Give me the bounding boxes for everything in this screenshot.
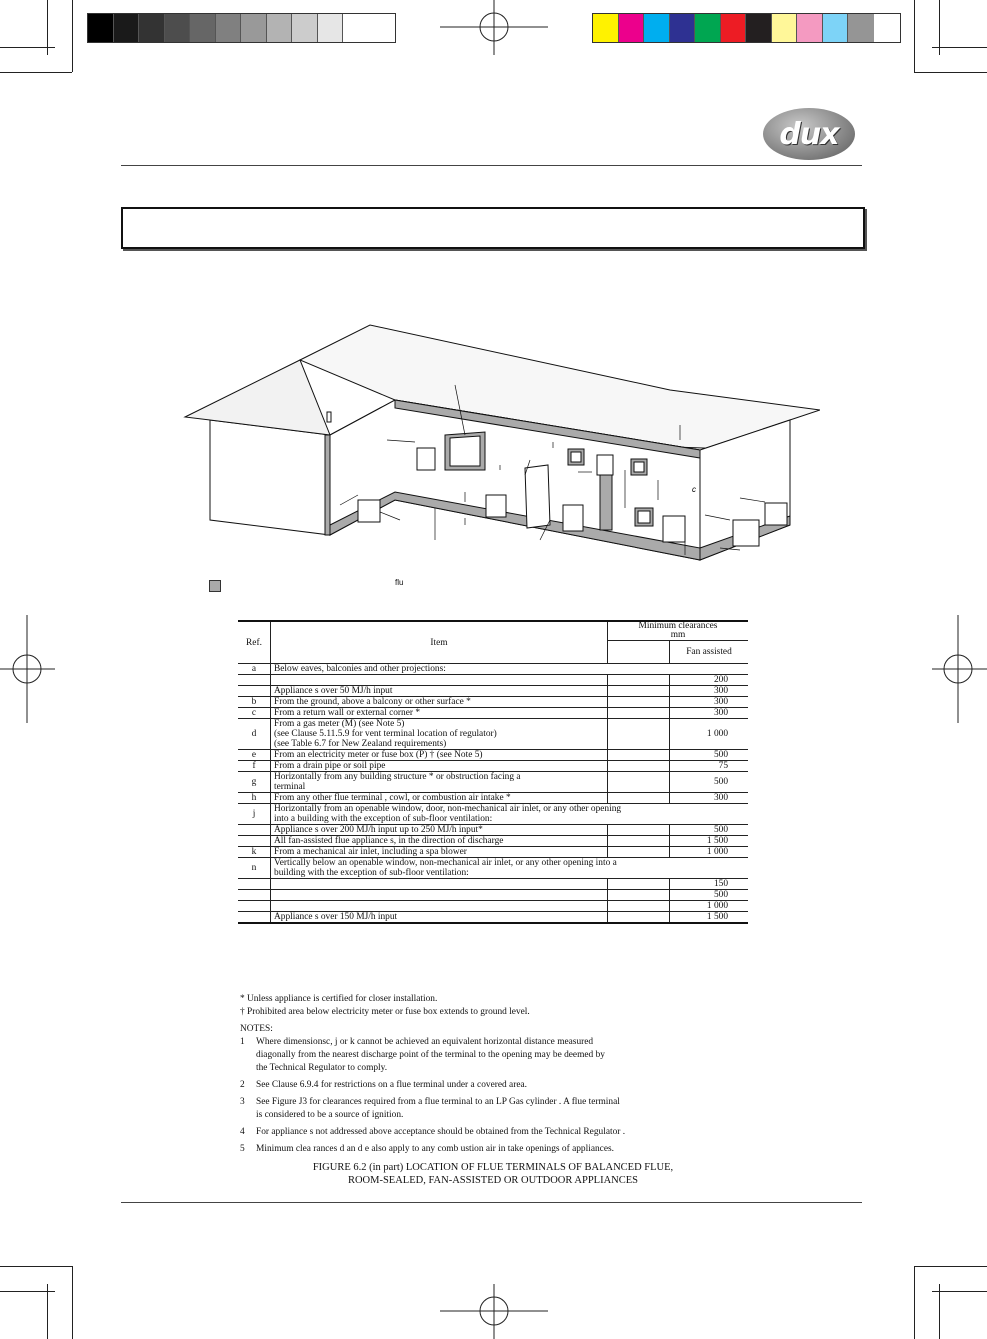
color-swatch (292, 14, 318, 42)
color-swatch (593, 14, 619, 42)
table-row (238, 836, 748, 847)
row-item-text: From a drain pipe or soil pipe (274, 761, 386, 771)
row-item (271, 750, 608, 761)
clearance-table (238, 620, 748, 924)
vent-icon (327, 412, 331, 422)
table-row (238, 912, 748, 924)
row-blank-cell (608, 890, 670, 901)
table-row (238, 804, 748, 825)
row-fan-value: 1 500 (670, 836, 749, 847)
row-fan-value: 300 (670, 697, 749, 708)
note-line: Where dimensionsc, j or k cannot be achieved an equivalent horizontal distance measured (256, 1037, 594, 1047)
note-line: See Clause 6.9.4 for restrictions on a flue terminal under a covered area. (256, 1080, 527, 1090)
terminal-box-6 (733, 520, 759, 546)
row-ref (238, 890, 271, 901)
row-item-text: From a return wall or external corner * (274, 708, 421, 718)
row-item (271, 719, 608, 750)
row-item (271, 686, 608, 697)
note-number: 5 (240, 1144, 245, 1154)
house-diagram (180, 320, 820, 565)
table-row (238, 858, 748, 879)
row-ref: a (238, 664, 271, 675)
row-ref (238, 879, 271, 890)
note-line: Minimum clea rances d an d e also apply to any comb ustion air in take openings of appliances. (256, 1144, 614, 1154)
row-blank-cell (608, 708, 670, 719)
footer-rule (121, 1202, 862, 1203)
row-blank-cell (608, 825, 670, 836)
row-item (271, 804, 749, 825)
header-min-clearances (608, 621, 749, 641)
row-item-text: terminal (274, 782, 306, 792)
terminal-box-7 (765, 503, 787, 525)
table-row (238, 761, 748, 772)
row-item-text: From a mechanical air inlet, including a spa blower (274, 847, 467, 857)
table-row (238, 793, 748, 804)
row-fan-value: 300 (670, 708, 749, 719)
table-row (238, 750, 748, 761)
row-fan-value: 300 (670, 686, 749, 697)
row-item (271, 761, 608, 772)
row-item-text: building with the exception of sub-floor ventilation: (274, 868, 469, 878)
row-blank-cell (608, 912, 670, 924)
row-item (271, 664, 749, 675)
row-item-text: Horizontally from an openable window, door, non-mechanical air inlet, or any other opening (274, 804, 622, 814)
row-ref (238, 836, 271, 847)
note-line: the Technical Regulator to comply. (256, 1063, 388, 1073)
row-item (271, 697, 608, 708)
row-blank-cell (608, 697, 670, 708)
row-fan-value: 500 (670, 825, 749, 836)
table-row (238, 772, 748, 793)
row-item (271, 847, 608, 858)
terminal-box-2 (358, 500, 380, 522)
row-item (271, 901, 608, 912)
color-swatch (318, 14, 344, 42)
row-item-text: Appliance s over 150 MJ/h input (274, 912, 398, 922)
row-ref: d (238, 719, 271, 750)
figure-caption-line2: ROOM-SEALED, FAN-ASSISTED OR OUTDOOR APPLIANCES (347, 1175, 639, 1186)
header-min-label: Minimum clearances (638, 621, 718, 631)
row-blank-cell (608, 686, 670, 697)
row-fan-value: 300 (670, 793, 749, 804)
left-wing-wall (210, 420, 330, 535)
table-row (238, 697, 748, 708)
meter-box (597, 455, 613, 475)
color-swatch (88, 14, 114, 42)
color-swatch-bar (592, 13, 901, 43)
row-fan-value: 500 (670, 772, 749, 793)
color-swatch (695, 14, 721, 42)
row-item-text: All fan-assisted flue appliance s, in the direction of discharge (274, 836, 504, 846)
row-item (271, 708, 608, 719)
row-blank-cell (608, 719, 670, 750)
header-rule (121, 165, 862, 166)
row-item-text: From the ground, above a balcony or other surface * (274, 697, 471, 707)
row-blank-cell (608, 761, 670, 772)
color-swatch (848, 14, 874, 42)
row-fan-value: 1 000 (670, 901, 749, 912)
row-ref: b (238, 697, 271, 708)
row-fan-value: 150 (670, 879, 749, 890)
row-item (271, 825, 608, 836)
row-ref (238, 912, 271, 924)
color-swatch (644, 14, 670, 42)
note-number: 3 (240, 1097, 245, 1107)
row-ref: n (238, 858, 271, 879)
note-number: 2 (240, 1080, 245, 1090)
row-item-text: From a gas meter (M) (see Note 5) (274, 719, 405, 729)
footnote-2: † Prohibited area below electricity meter or fuse box extends to ground level. (240, 1007, 530, 1017)
figure-caption-line1: FIGURE 6.2 (in part) LOCATION OF FLUE TERMINALS OF BALANCED FLUE, (312, 1162, 674, 1173)
color-swatch (772, 14, 798, 42)
row-fan-value: 200 (670, 675, 749, 686)
row-ref: f (238, 761, 271, 772)
row-blank-cell (608, 750, 670, 761)
table-row (238, 719, 748, 750)
color-swatch (343, 14, 369, 42)
left-wing-roof (185, 360, 330, 435)
row-item (271, 793, 608, 804)
row-blank-cell (608, 675, 670, 686)
note-number: 1 (240, 1037, 245, 1047)
notes-heading: NOTES: (240, 1024, 273, 1034)
row-item-text: Below eaves, balconies and other projections: (274, 664, 446, 674)
row-item-text: (see Clause 5.11.5.9 for vent terminal location of regulator) (274, 729, 497, 739)
row-fan-value: 500 (670, 750, 749, 761)
header-blank (608, 641, 670, 664)
row-item-text: Horizontally from any building structure * or obstruction facing a (274, 772, 521, 782)
row-item (271, 890, 608, 901)
row-item (271, 836, 608, 847)
row-item (271, 772, 608, 793)
color-swatch (797, 14, 823, 42)
color-swatch (114, 14, 140, 42)
color-swatch (823, 14, 849, 42)
row-fan-value: 1 500 (670, 912, 749, 924)
row-item (271, 879, 608, 890)
dux-logo: dux (763, 108, 855, 160)
legend-text: flu (395, 578, 404, 587)
table-row (238, 847, 748, 858)
color-swatch (190, 14, 216, 42)
row-ref: h (238, 793, 271, 804)
row-item-text: Appliance s over 50 MJ/h input (274, 686, 393, 696)
table-row (238, 825, 748, 836)
terminal-box-5 (663, 516, 685, 542)
table-row (238, 708, 748, 719)
terminal-box-3 (486, 495, 506, 517)
row-ref: c (238, 708, 271, 719)
row-fan-value: 1 000 (670, 847, 749, 858)
row-item-text: From an electricity meter or fuse box (P) † (see Note 5) (274, 750, 483, 760)
color-swatch (619, 14, 645, 42)
color-swatch (267, 14, 293, 42)
table-row (238, 675, 748, 686)
color-swatch (165, 14, 191, 42)
row-blank-cell (608, 772, 670, 793)
table-row (238, 879, 748, 890)
label-c: c (692, 485, 696, 494)
color-swatch (241, 14, 267, 42)
row-ref (238, 686, 271, 697)
note-line: See Figure J3 for clearances required from a flue terminal to an LP Gas cylinder . A flue terminal (256, 1097, 620, 1107)
table-row (238, 686, 748, 697)
table-row (238, 901, 748, 912)
header-item: Item (271, 621, 608, 664)
row-item (271, 858, 749, 879)
color-swatch (216, 14, 242, 42)
row-ref (238, 825, 271, 836)
row-blank-cell (608, 847, 670, 858)
row-item (271, 912, 608, 924)
row-item-text: Appliance s over 200 MJ/h input up to 250 MJ/h input* (274, 825, 483, 835)
row-blank-cell (608, 879, 670, 890)
row-blank-cell (608, 901, 670, 912)
header-unit: mm (670, 630, 686, 640)
color-swatch (670, 14, 696, 42)
row-fan-value: 1 000 (670, 719, 749, 750)
terminal-box-4 (563, 505, 583, 531)
table-row (238, 890, 748, 901)
row-blank-cell (608, 836, 670, 847)
row-ref: e (238, 750, 271, 761)
row-ref (238, 901, 271, 912)
note-line: For appliance s not addressed above acceptance should be obtained from the Technical Regulator . (256, 1127, 626, 1137)
row-fan-value: 500 (670, 890, 749, 901)
row-ref: j (238, 804, 271, 825)
note-line: is considered to be a source of ignition. (256, 1110, 404, 1120)
legend-swatch (209, 580, 221, 592)
color-swatch (721, 14, 747, 42)
grey-swatch-bar (87, 13, 396, 43)
title-box (121, 207, 865, 249)
note-number: 4 (240, 1127, 245, 1137)
terminal-box-1 (417, 448, 435, 470)
row-blank-cell (608, 793, 670, 804)
footnote-1: * Unless appliance is certified for closer installation. (240, 994, 438, 1004)
row-ref: k (238, 847, 271, 858)
header-ref: Ref. (238, 621, 271, 664)
color-swatch (139, 14, 165, 42)
color-swatch (746, 14, 772, 42)
row-item-text: From any other flue terminal , cowl, or combustion air intake * (274, 793, 511, 803)
table-row (238, 664, 748, 675)
row-item (271, 675, 608, 686)
note-line: diagonally from the nearest discharge point of the terminal to the opening may be deemed by (256, 1050, 605, 1060)
row-ref (238, 675, 271, 686)
row-fan-value: 75 (670, 761, 749, 772)
header-fan-assisted: Fan assisted (670, 641, 749, 664)
row-ref: g (238, 772, 271, 793)
row-item-text: (see Table 6.7 for New Zealand requirements) (274, 739, 447, 749)
row-item-text: Vertically below an openable window, non-mechanical air inlet, or any other opening into a (274, 858, 617, 868)
row-item-text: into a building with the exception of sub-floor ventilation: (274, 814, 493, 824)
